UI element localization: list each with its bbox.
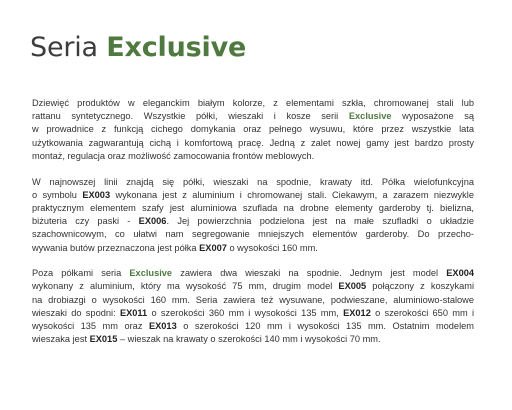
title-brand: Exclusive <box>106 32 247 63</box>
text-line <box>32 320 474 333</box>
text-line <box>32 176 474 189</box>
paragraph <box>32 97 474 163</box>
text-segment: zawiera dwa wieszaki na spodnie. Jednym jest model <box>172 268 447 279</box>
text-segment: połączony z koszykami <box>366 281 474 292</box>
text-segment: wieszaka jest <box>32 334 90 345</box>
product-code: EX004 <box>446 268 475 279</box>
text-segment: . Jej powierzchnia podzielona jest na małe szufladki o układzie <box>166 216 474 227</box>
product-code: EX007 <box>199 242 227 253</box>
title-prefix: Seria <box>30 32 98 63</box>
text-line <box>32 280 474 293</box>
text-line <box>32 215 474 228</box>
text-segment: użytkowania zagwarantują cichą i komfortową pracę. Jedną z zalet nowej gamy jest bardzo prosty <box>32 137 474 148</box>
product-code: EX006 <box>138 216 167 227</box>
text-line <box>32 110 474 123</box>
text-line <box>32 228 474 241</box>
product-code: EX015 <box>89 334 118 345</box>
product-code: EX013 <box>148 321 177 332</box>
text-line <box>32 294 474 307</box>
product-code: EX003 <box>82 189 111 200</box>
text-line <box>32 242 474 255</box>
text-segment: na drobiazgi o wysokości 160 mm. Seria zawiera też wysuwane, podwieszane, aluminiowo-stalowe <box>32 294 474 305</box>
text-segment: wyposażone są <box>391 111 474 122</box>
text-line <box>32 333 474 346</box>
text-segment: biżuteria czy paski - <box>32 216 139 227</box>
text-segment: Poza półkami seria <box>32 268 130 279</box>
series-name: Exclusive <box>129 268 173 279</box>
document-body <box>32 97 474 359</box>
text-line <box>32 189 474 202</box>
text-line <box>32 137 474 150</box>
text-line <box>32 150 474 163</box>
text-line <box>32 97 474 110</box>
text-segment: praktycznym elementem szafy jest aluminiowa szuflada na drobne elementy garderoby tj. bielizna, <box>32 202 474 213</box>
text-segment: wykonany z aluminium, który ma wysokość 75 mm, drugim model <box>32 281 339 292</box>
text-segment: o wysokości 160 mm. <box>226 242 318 253</box>
text-segment: wywania butów przeznaczona jest półka <box>32 242 200 253</box>
text-segment: o symbolu <box>32 189 83 200</box>
text-line <box>32 267 474 280</box>
text-segment: wysokości 135 mm oraz <box>32 321 149 332</box>
text-segment: szachownicowym, co ułatwi nam segregowanie mniejszych elementów garderoby. Do przecho- <box>32 229 474 240</box>
series-name: Exclusive <box>348 111 392 122</box>
text-segment: Dziewięć produktów w eleganckim białym kolorze, z elementami szkła, chromowanej stali lub <box>32 98 474 108</box>
page-title <box>30 34 246 61</box>
text-line <box>32 307 474 320</box>
text-line <box>32 202 474 215</box>
text-segment: o szerokości 650 mm i <box>370 307 475 318</box>
text-line <box>32 123 474 136</box>
paragraph <box>32 267 474 346</box>
product-code: EX012 <box>343 307 371 318</box>
text-segment: o szerokości 360 mm i wysokości 135 mm, <box>147 307 344 318</box>
text-segment: wieszaki do spodni: <box>32 307 120 318</box>
text-segment: W najnowszej linii znajdą się półki, wieszaki na spodnie, krawaty itd. Półka wielofunkcyjna <box>32 176 474 187</box>
paragraph <box>32 176 474 255</box>
text-segment: montaż, regulacja oraz możliwość zamocowania frontów meblowych. <box>32 150 315 161</box>
text-segment: rattanu syntetycznego. Wszystkie półki, wieszaki i kosze serii <box>32 111 349 122</box>
text-segment: w prowadnice z funkcją cichego domykania oraz pełnego wysuwu, które przez wszystkie lata <box>32 124 474 135</box>
text-segment: o szerokości 120 mm i wysokości 135 mm. Ostatnim modelem <box>176 321 474 332</box>
product-code: EX005 <box>338 281 367 292</box>
text-segment: – wieszak na krawaty o szerokości 140 mm i wysokości 70 mm. <box>117 334 381 345</box>
product-code: EX011 <box>119 307 148 318</box>
text-segment: wykonana jest z aluminium i chromowanej stali. Ciekawym, a zarazem niezwykle <box>110 189 474 200</box>
